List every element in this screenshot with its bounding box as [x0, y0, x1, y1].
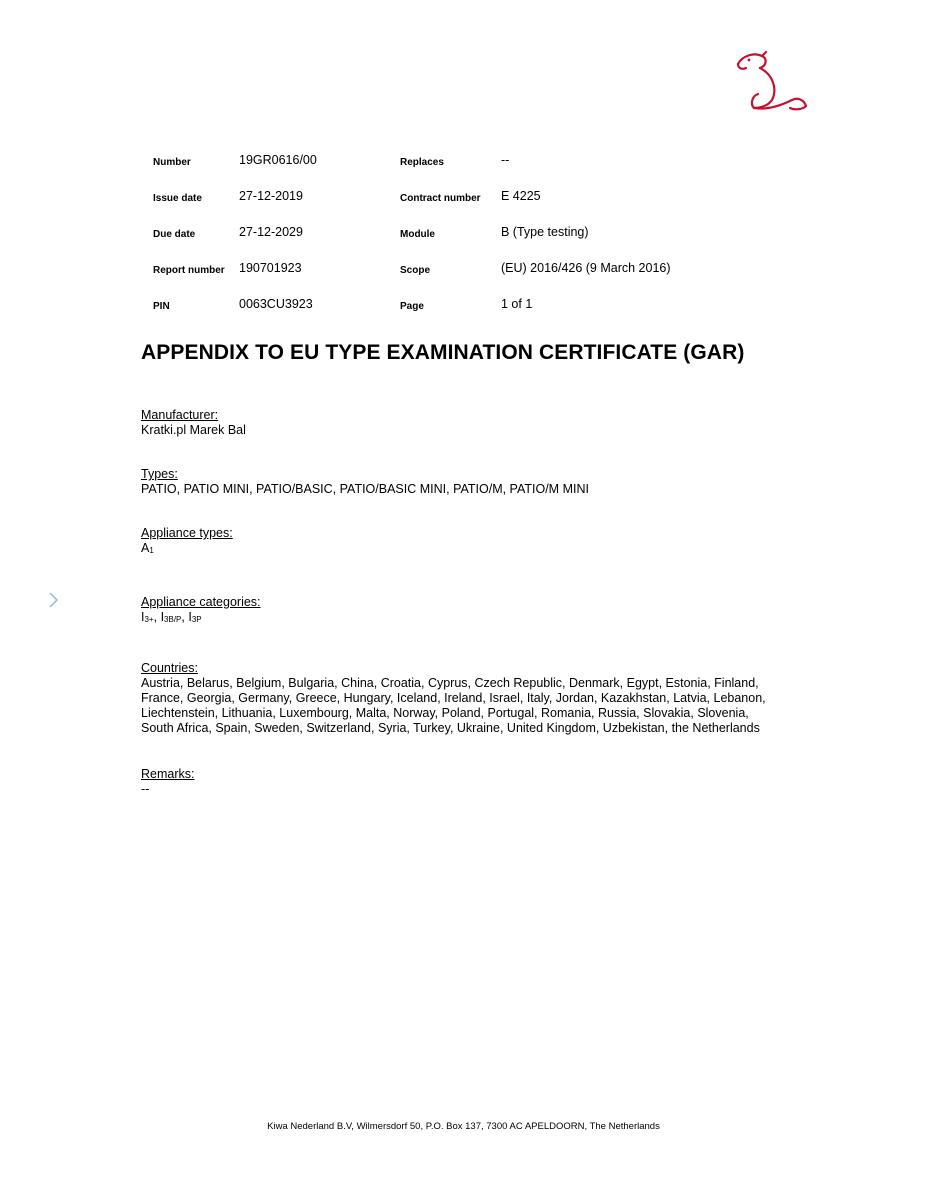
- number-value: 19GR0616/00: [239, 153, 317, 167]
- issue-date-value: 27-12-2019: [239, 189, 303, 203]
- report-value: 190701923: [239, 261, 302, 275]
- remarks-heading: Remarks:: [141, 767, 195, 781]
- replaces-value: --: [501, 153, 510, 167]
- contract-value: E 4225: [501, 189, 541, 203]
- category-3-sub: 3P: [191, 615, 202, 624]
- category-2-main: I: [160, 610, 165, 624]
- countries-line-3: Liechtenstein, Lithuania, Luxembourg, Malta, Norway, Poland, Portugal, Romania, Russia, Slovakia, Slovenia,: [141, 706, 749, 720]
- category-1-sub: 3+: [144, 615, 154, 624]
- countries-line-2: France, Georgia, Germany, Greece, Hungary, Iceland, Ireland, Israel, Italy, Jordan, Kazakhstan, Latvia, Lebanon,: [141, 691, 766, 705]
- appliance-categories-heading: Appliance categories:: [141, 595, 261, 609]
- appliance-types-section: [141, 526, 801, 557]
- scope-value: (EU) 2016/426 (9 March 2016): [501, 261, 671, 275]
- footer-address: Kiwa Nederland B.V, Wilmersdorf 50, P.O. Box 137, 7300 AC APELDOORN, The Netherlands: [267, 1121, 660, 1132]
- countries-heading: Countries:: [141, 661, 198, 675]
- report-label: Report number: [153, 265, 225, 276]
- category-separator: ,: [181, 610, 189, 624]
- manufacturer-section: [141, 408, 801, 438]
- pin-label: PIN: [153, 301, 170, 312]
- replaces-label: Replaces: [400, 157, 444, 168]
- category-2-sub: 3B/P: [164, 615, 182, 624]
- category-1-main: I: [141, 610, 145, 624]
- countries-line-4: South Africa, Spain, Sweden, Switzerland, Syria, Turkey, Ukraine, United Kingdom, Uzbekistan, the Netherlands: [141, 721, 760, 735]
- appliance-types-value: [141, 541, 801, 557]
- category-3-main: I: [188, 610, 192, 624]
- meta-row-due: [0, 225, 927, 245]
- due-date-value: 27-12-2029: [239, 225, 303, 239]
- chevron-right-icon[interactable]: [46, 590, 60, 610]
- kiwa-beaver-logo-icon: [732, 48, 812, 118]
- manufacturer-value: Kratki.pl Marek Bal: [141, 423, 246, 437]
- issue-date-label: Issue date: [153, 193, 202, 204]
- meta-row-pin: [0, 297, 927, 317]
- module-value: B (Type testing): [501, 225, 589, 239]
- document-title: APPENDIX TO EU TYPE EXAMINATION CERTIFICATE (GAR): [141, 341, 745, 364]
- meta-row-report: [0, 261, 927, 281]
- appliance-types-heading: Appliance types:: [141, 526, 233, 540]
- pin-value: 0063CU3923: [239, 297, 313, 311]
- page-label: Page: [400, 301, 424, 312]
- appliance-categories-value: [141, 610, 801, 626]
- category-separator: ,: [153, 610, 161, 624]
- scope-label: Scope: [400, 265, 431, 276]
- remarks-value: --: [141, 782, 150, 796]
- types-section: [141, 467, 801, 497]
- types-heading: Types:: [141, 467, 178, 481]
- countries-section: [141, 661, 801, 736]
- contract-label: Contract number: [400, 193, 481, 204]
- manufacturer-heading: Manufacturer:: [141, 408, 219, 422]
- types-value: PATIO, PATIO MINI, PATIO/BASIC, PATIO/BASIC MINI, PATIO/M, PATIO/M MINI: [141, 482, 589, 496]
- meta-row-issue: [0, 189, 927, 209]
- countries-line-1: Austria, Belarus, Belgium, Bulgaria, China, Croatia, Cyprus, Czech Republic, Denmark, Egypt, Estonia, Finland,: [141, 676, 759, 690]
- appliance-categories-section: [141, 595, 801, 626]
- appliance-type-main: A: [141, 541, 150, 555]
- remarks-section: [141, 767, 801, 797]
- number-label: Number: [153, 157, 191, 168]
- page-value: 1 of 1: [501, 297, 533, 311]
- appliance-type-sub: 1: [149, 546, 154, 555]
- due-date-label: Due date: [153, 229, 196, 240]
- module-label: Module: [400, 229, 435, 240]
- meta-row-number: [0, 153, 927, 173]
